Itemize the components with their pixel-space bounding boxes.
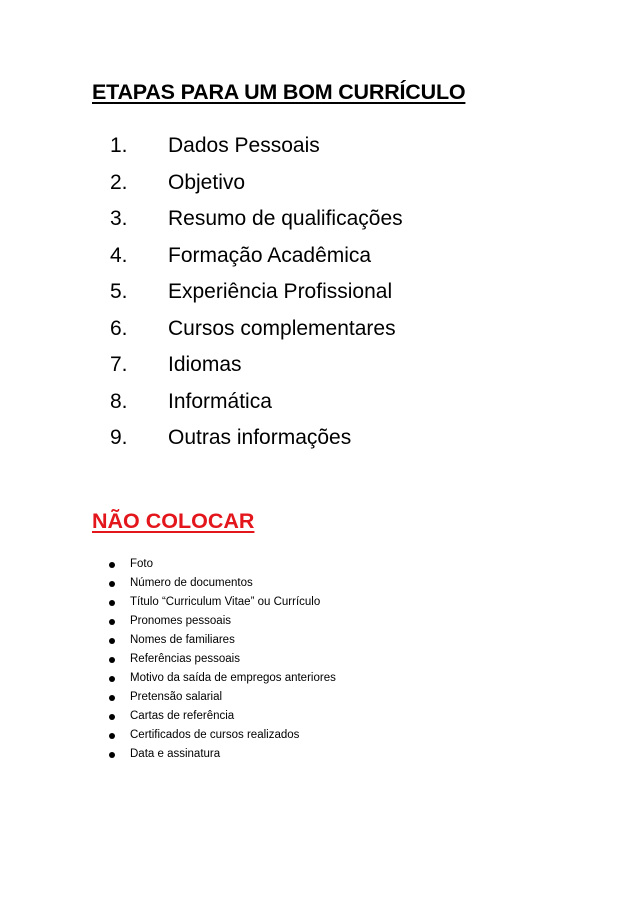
- list-item-text: Referências pessoais: [130, 653, 240, 665]
- bullet-dot-icon: [109, 619, 115, 625]
- step-label: Resumo de qualificações: [168, 207, 403, 230]
- bullet-dot-icon: [109, 752, 115, 758]
- list-item-text: Foto: [130, 558, 154, 570]
- step-number: 3.: [110, 207, 128, 230]
- step-number: 2.: [110, 170, 128, 194]
- bullet-dot-icon: [109, 733, 115, 739]
- list-item-text: Número de documentos: [130, 577, 253, 589]
- list-item-text: Motivo da saída de empregos anteriores: [130, 672, 336, 684]
- step-label: Objetivo: [168, 170, 246, 194]
- step-label: Dados Pessoais: [168, 134, 320, 157]
- list-item-text: Pretensão salarial: [130, 691, 223, 703]
- step-label: Formação Acadêmica: [168, 243, 372, 267]
- bullet-dot-icon: [109, 676, 115, 682]
- step-label: Experiência Profissional: [168, 280, 393, 303]
- step-label: Informática: [168, 389, 272, 413]
- bullet-dot-icon: [109, 695, 115, 701]
- list-item-text: Cartas de referência: [130, 710, 235, 722]
- step-number: 8.: [110, 389, 128, 413]
- list-item-text: Título “Curriculum Vitae” ou Currículo: [130, 596, 321, 608]
- step-number: 4.: [110, 243, 128, 267]
- bullet-dot-icon: [109, 714, 115, 720]
- list-item-text: Data e assinatura: [130, 748, 221, 760]
- page-title: ETAPAS PARA UM BOM CURRÍCULO: [92, 80, 466, 104]
- list-item-text: Certificados de cursos realizados: [130, 729, 300, 741]
- bullet-dot-icon: [109, 657, 115, 663]
- list-item-text: Nomes de familiares: [130, 634, 235, 646]
- step-number: 9.: [110, 426, 128, 449]
- list-item-text: Pronomes pessoais: [130, 615, 231, 627]
- step-label: Idiomas: [168, 353, 242, 376]
- bullet-dot-icon: [109, 600, 115, 606]
- bullet-dot-icon: [109, 638, 115, 644]
- section-heading-nao-colocar: NÃO COLOCAR: [92, 509, 255, 533]
- step-label: Cursos complementares: [168, 316, 396, 340]
- bullet-dot-icon: [109, 581, 115, 587]
- step-label: Outras informações: [168, 426, 352, 449]
- step-number: 7.: [110, 353, 128, 376]
- step-number: 6.: [110, 316, 128, 340]
- bullet-dot-icon: [109, 562, 115, 568]
- step-number: 5.: [110, 280, 128, 303]
- step-number: 1.: [110, 134, 128, 157]
